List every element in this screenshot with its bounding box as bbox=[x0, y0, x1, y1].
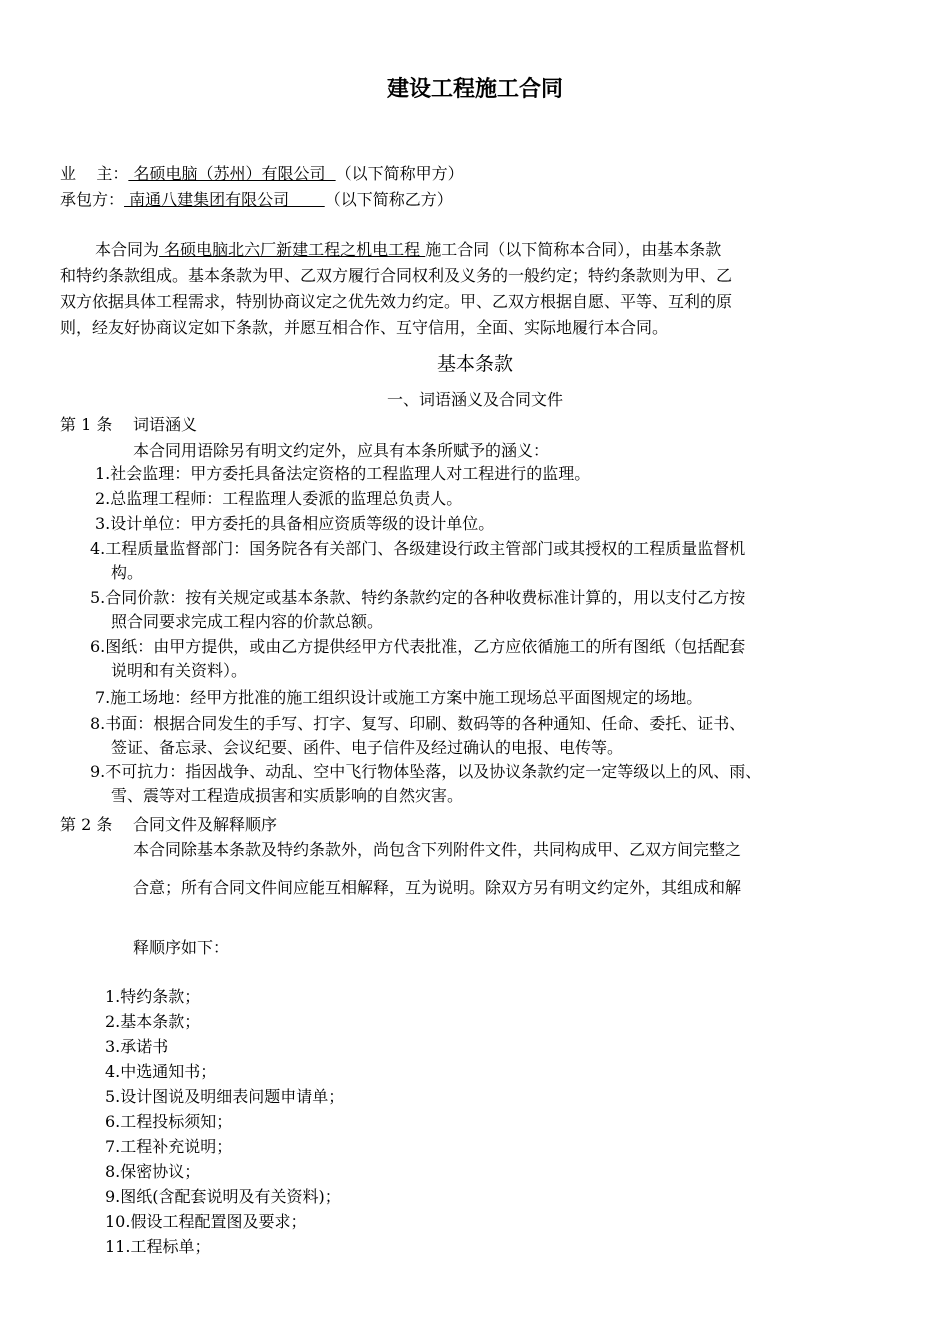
article-2-line-2: 合意；所有合同文件间应能互相解释，互为说明。除双方另有明文约定外，其组成和解 bbox=[133, 878, 742, 897]
article-2-label: 第 2 条 bbox=[60, 815, 113, 834]
contract-document-item: 7.工程补充说明； bbox=[105, 1137, 233, 1156]
definition-number: 4. bbox=[90, 539, 106, 558]
definition-text-line-2: 雪、震等对工程造成损害和实质影响的自然灾害。 bbox=[111, 786, 464, 805]
definition-text-line-1: 社会监理：甲方委托具备法定资格的工程监理人对工程进行的监理。 bbox=[110, 464, 591, 483]
definition-item bbox=[90, 762, 761, 782]
intro-line1-rest: 施工合同（以下简称本合同），由基本条款 bbox=[425, 240, 722, 259]
definition-item bbox=[95, 688, 702, 708]
contract-document-item: 9.图纸(含配套说明及有关资料)； bbox=[105, 1187, 341, 1206]
contract-document-item: 5.设计图说及明细表问题申请单； bbox=[105, 1087, 345, 1106]
article-2-line-3: 释顺序如下： bbox=[133, 938, 230, 957]
contract-document-item: 8.保密协议； bbox=[105, 1162, 201, 1181]
owner-label: 业 主： bbox=[60, 164, 129, 183]
definition-text-line-1: 书面：根据合同发生的手写、打字、复写、印刷、数码等的各种通知、任命、委托、证书、 bbox=[105, 714, 746, 733]
definition-number: 6. bbox=[90, 637, 106, 656]
definition-number: 7. bbox=[95, 688, 111, 707]
definition-text-line-2: 构。 bbox=[111, 563, 144, 582]
definition-item bbox=[95, 464, 590, 484]
contract-document-item: 2.基本条款； bbox=[105, 1012, 201, 1031]
definition-item bbox=[95, 489, 462, 509]
owner-suffix: （以下简称甲方） bbox=[335, 164, 464, 183]
document-title: 建设工程施工合同 bbox=[386, 76, 563, 102]
definition-number: 2. bbox=[95, 489, 111, 508]
definition-item bbox=[95, 514, 494, 534]
definition-number: 8. bbox=[90, 714, 106, 733]
definition-text-line-1: 总监理工程师：工程监理人委派的监理总负责人。 bbox=[110, 489, 463, 508]
definition-text-line-2: 照合同要求完成工程内容的价款总额。 bbox=[111, 612, 384, 631]
definition-number: 9. bbox=[90, 762, 106, 781]
intro-line-2: 和特约条款组成。基本条款为甲、乙双方履行合同权利及义务的一般约定；特约条款则为甲、乙 bbox=[60, 266, 733, 285]
basic-terms-heading: 基本条款 bbox=[436, 353, 513, 375]
definition-number: 3. bbox=[95, 514, 111, 533]
definition-text-line-2: 说明和有关资料）。 bbox=[111, 661, 248, 680]
intro-line-3: 双方依据具体工程需求，特别协商议定之优先效力约定。甲、乙双方根据自愿、平等、互利的原 bbox=[60, 292, 733, 311]
article-1-intro: 本合同用语除另有明文约定外，应具有本条所赋予的涵义： bbox=[133, 441, 550, 460]
definition-number: 5. bbox=[90, 588, 106, 607]
definition-text-line-1: 不可抗力：指因战争、动乱、空中飞行物体坠落，以及协议条款约定一定等级以上的风、雨、 bbox=[105, 762, 762, 781]
definition-text-line-1: 合同价款：按有关规定或基本条款、特约条款约定的各种收费标准计算的，用以支付乙方按 bbox=[105, 588, 746, 607]
contractor-line bbox=[60, 190, 453, 210]
contract-document-item: 1.特约条款； bbox=[105, 987, 201, 1006]
definition-text-line-1: 图纸：由甲方提供，或由乙方提供经甲方代表批准，乙方应依循施工的所有图纸（包括配套 bbox=[105, 637, 746, 656]
definition-text-line-1: 施工场地：经甲方批准的施工组织设计或施工方案中施工现场总平面图规定的场地。 bbox=[110, 688, 703, 707]
owner-name: 名硕电脑（苏州）有限公司 bbox=[128, 164, 336, 183]
article-1-label: 第 1 条 bbox=[60, 415, 113, 434]
article-2-title: 合同文件及解释顺序 bbox=[133, 815, 278, 834]
chapter-1-heading: 一、词语涵义及合同文件 bbox=[386, 390, 563, 409]
contractor-name: 南通八建集团有限公司 bbox=[124, 190, 325, 209]
contractor-suffix: （以下简称乙方） bbox=[324, 190, 453, 209]
article-2-line-1: 本合同除基本条款及特约条款外，尚包含下列附件文件，共同构成甲、乙双方间完整之 bbox=[133, 840, 742, 859]
definition-text-line-1: 设计单位：甲方委托的具备相应资质等级的设计单位。 bbox=[110, 514, 495, 533]
contract-document-item: 11.工程标单； bbox=[105, 1237, 211, 1256]
contract-document-item: 10.假设工程配置图及要求； bbox=[105, 1212, 307, 1231]
contract-document-item: 6.工程投标须知； bbox=[105, 1112, 233, 1131]
contract-document-item: 4.中选通知书； bbox=[105, 1062, 217, 1081]
definition-item bbox=[90, 539, 745, 559]
intro-project: 名硕电脑北六厂新建工程之机电工程 bbox=[159, 240, 426, 259]
definition-item bbox=[90, 714, 745, 734]
definition-item bbox=[90, 588, 745, 608]
owner-line bbox=[60, 164, 464, 184]
contractor-label: 承包方： bbox=[60, 190, 125, 209]
article-1-title: 词语涵义 bbox=[133, 415, 198, 434]
definition-text-line-1: 工程质量监督部门：国务院各有关部门、各级建设行政主管部门或其授权的工程质量监督机 bbox=[105, 539, 746, 558]
intro-line-4: 则，经友好协商议定如下条款，并愿互相合作、互守信用，全面、实际地履行本合同。 bbox=[60, 318, 669, 337]
definition-text-line-2: 签证、备忘录、会议纪要、函件、电子信件及经过确认的电报、电传等。 bbox=[111, 738, 624, 757]
definition-number: 1. bbox=[95, 464, 111, 483]
definition-item bbox=[90, 637, 745, 657]
intro-prefix: 本合同为 bbox=[95, 240, 160, 259]
contract-document-item: 3.承诺书 bbox=[105, 1037, 169, 1056]
intro-line-1 bbox=[95, 240, 721, 260]
